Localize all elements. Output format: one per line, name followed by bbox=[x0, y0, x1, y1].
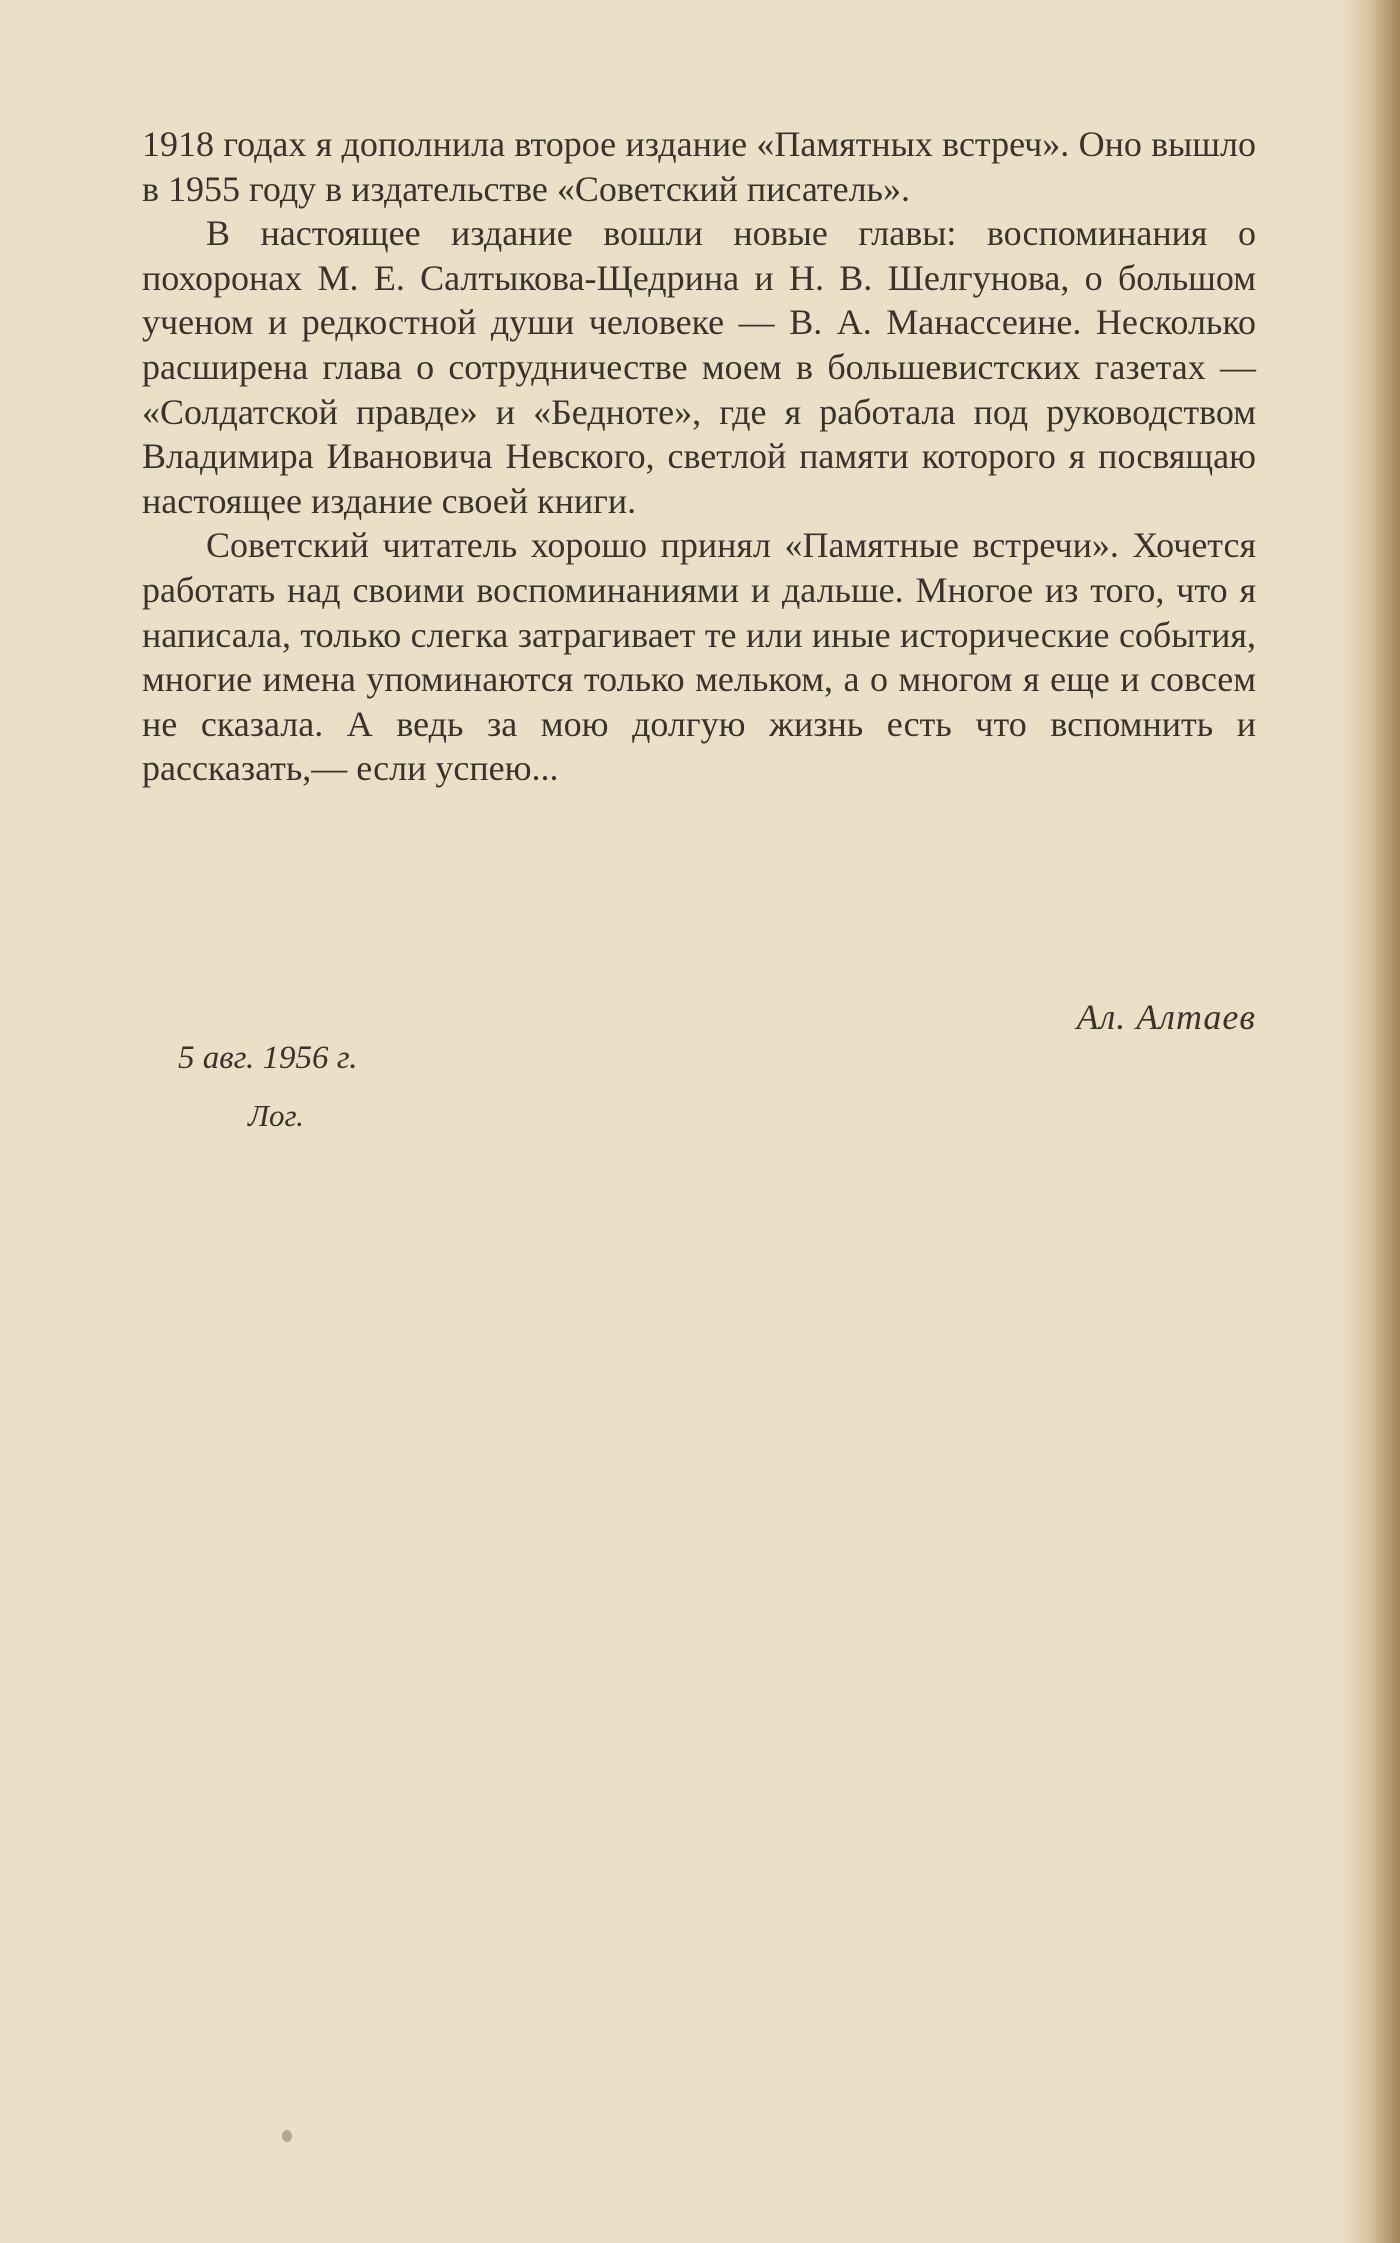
paragraph-1: 1918 годах я дополнила второе издание «Памятных встреч». Оно вышло в 1955 году в издательстве «Советский писатель». bbox=[142, 124, 1256, 209]
date-line: 5 авг. 1956 г. bbox=[178, 1040, 358, 1076]
paragraph-3: Советский читатель хорошо принял «Памятные встречи». Хочется работать над своими воспоминаниями и дальше. Многое из того, что я написала, только слегка затрагивает те или иные исторические события, многие имена упоминаются только мельком, а о многом я еще и совсем не сказала. А ведь за мою долгую жизнь есть что вспомнить и рассказать,— если успею... bbox=[142, 525, 1256, 789]
page-edge-shadow bbox=[1340, 0, 1400, 2243]
author-signature: Ал. Алтаев bbox=[1076, 997, 1256, 1037]
place-line: Лог. bbox=[248, 1098, 304, 1133]
paper-speck bbox=[282, 2130, 292, 2142]
paragraph-2: В настоящее издание вошли новые главы: воспоминания о похоронах М. Е. Салтыкова-Щедрина и Н. В. Шелгунова, о большом ученом и редкостной души человеке — В. А. Манассеине. Несколько расширена глава о сотрудничестве моем в большевистских газетах — «Солдатской правде» и «Бедноте», где я работала под руководством Владимира Ивановича Невского, светлой памяти которого я посвящаю настоящее издание своей книги. bbox=[142, 213, 1256, 521]
body-text bbox=[142, 122, 1256, 791]
